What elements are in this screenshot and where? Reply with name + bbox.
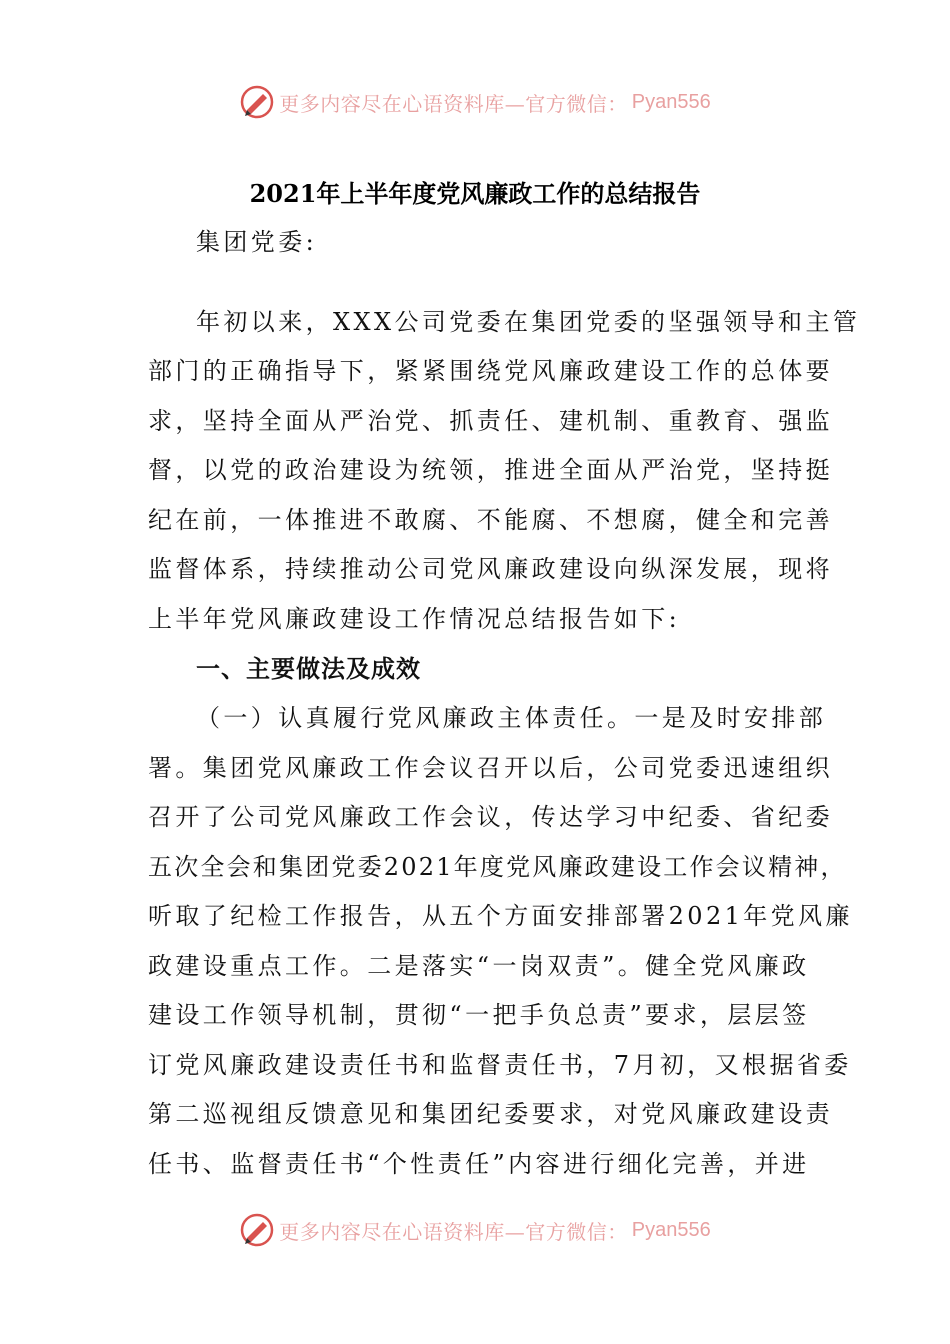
body-line: 年初以来，XXX公司党委在集团党委的坚强领导和主管: [196, 308, 861, 336]
pen-logo-icon: [239, 1212, 275, 1248]
body-line: 署。集团党风廉政工作会议召开以后，公司党委迅速组织: [148, 754, 833, 782]
footer-watermark: [0, 1210, 950, 1250]
body-line: 求，坚持全面从严治党、抓责任、建机制、重教育、强监: [148, 407, 833, 435]
watermark-wechat-id: Pyan556: [631, 1218, 711, 1241]
body-line: 五次全会和集团党委2021年度党风廉政建设工作会议精神，: [148, 853, 847, 881]
body-line: 督，以党的政治建设为统领，推进全面从严治党，坚持挺: [148, 456, 833, 484]
watermark-wechat-id: Pyan556: [631, 90, 711, 113]
body-line: 召开了公司党风廉政工作会议，传达学习中纪委、省纪委: [148, 803, 833, 831]
body-line: 订党风廉政建设责任书和监督责任书，7月初，又根据省委: [148, 1051, 852, 1079]
body-line: 纪在前，一体推进不敢腐、不能腐、不想腐，健全和完善: [148, 506, 833, 534]
body-line: 监督体系，持续推动公司党风廉政建设向纵深发展，现将: [148, 555, 833, 583]
body-line: 上半年党风廉政建设工作情况总结报告如下:: [148, 605, 681, 633]
section-heading: 一、主要做法及成效: [196, 655, 421, 683]
document-title: 2021年上半年度党风廉政工作的总结报告: [249, 179, 701, 208]
body-line: 第二巡视组反馈意见和集团纪委要求，对党风廉政建设责: [148, 1100, 833, 1128]
body-line: 建设工作领导机制，贯彻“一把手负总责”要求，层层签: [148, 1001, 810, 1029]
salutation: 集团党委:: [196, 228, 318, 256]
header-watermark: [0, 82, 950, 122]
watermark-text: 更多内容尽在心语资料库—官方微信：: [279, 1219, 628, 1244]
pen-logo-icon: [239, 84, 275, 120]
body-line: 政建设重点工作。二是落实“一岗双责”。健全党风廉政: [148, 952, 810, 980]
body-line: 部门的正确指导下，紧紧围绕党风廉政建设工作的总体要: [148, 357, 833, 385]
body-line: 任书、监督责任书“个性责任”内容进行细化完善，并进: [148, 1150, 810, 1178]
body-line: 听取了纪检工作报告，从五个方面安排部署2021年党风廉: [148, 902, 853, 930]
watermark-text: 更多内容尽在心语资料库—官方微信：: [279, 91, 628, 116]
body-line: （一）认真履行党风廉政主体责任。一是及时安排部: [196, 704, 827, 732]
